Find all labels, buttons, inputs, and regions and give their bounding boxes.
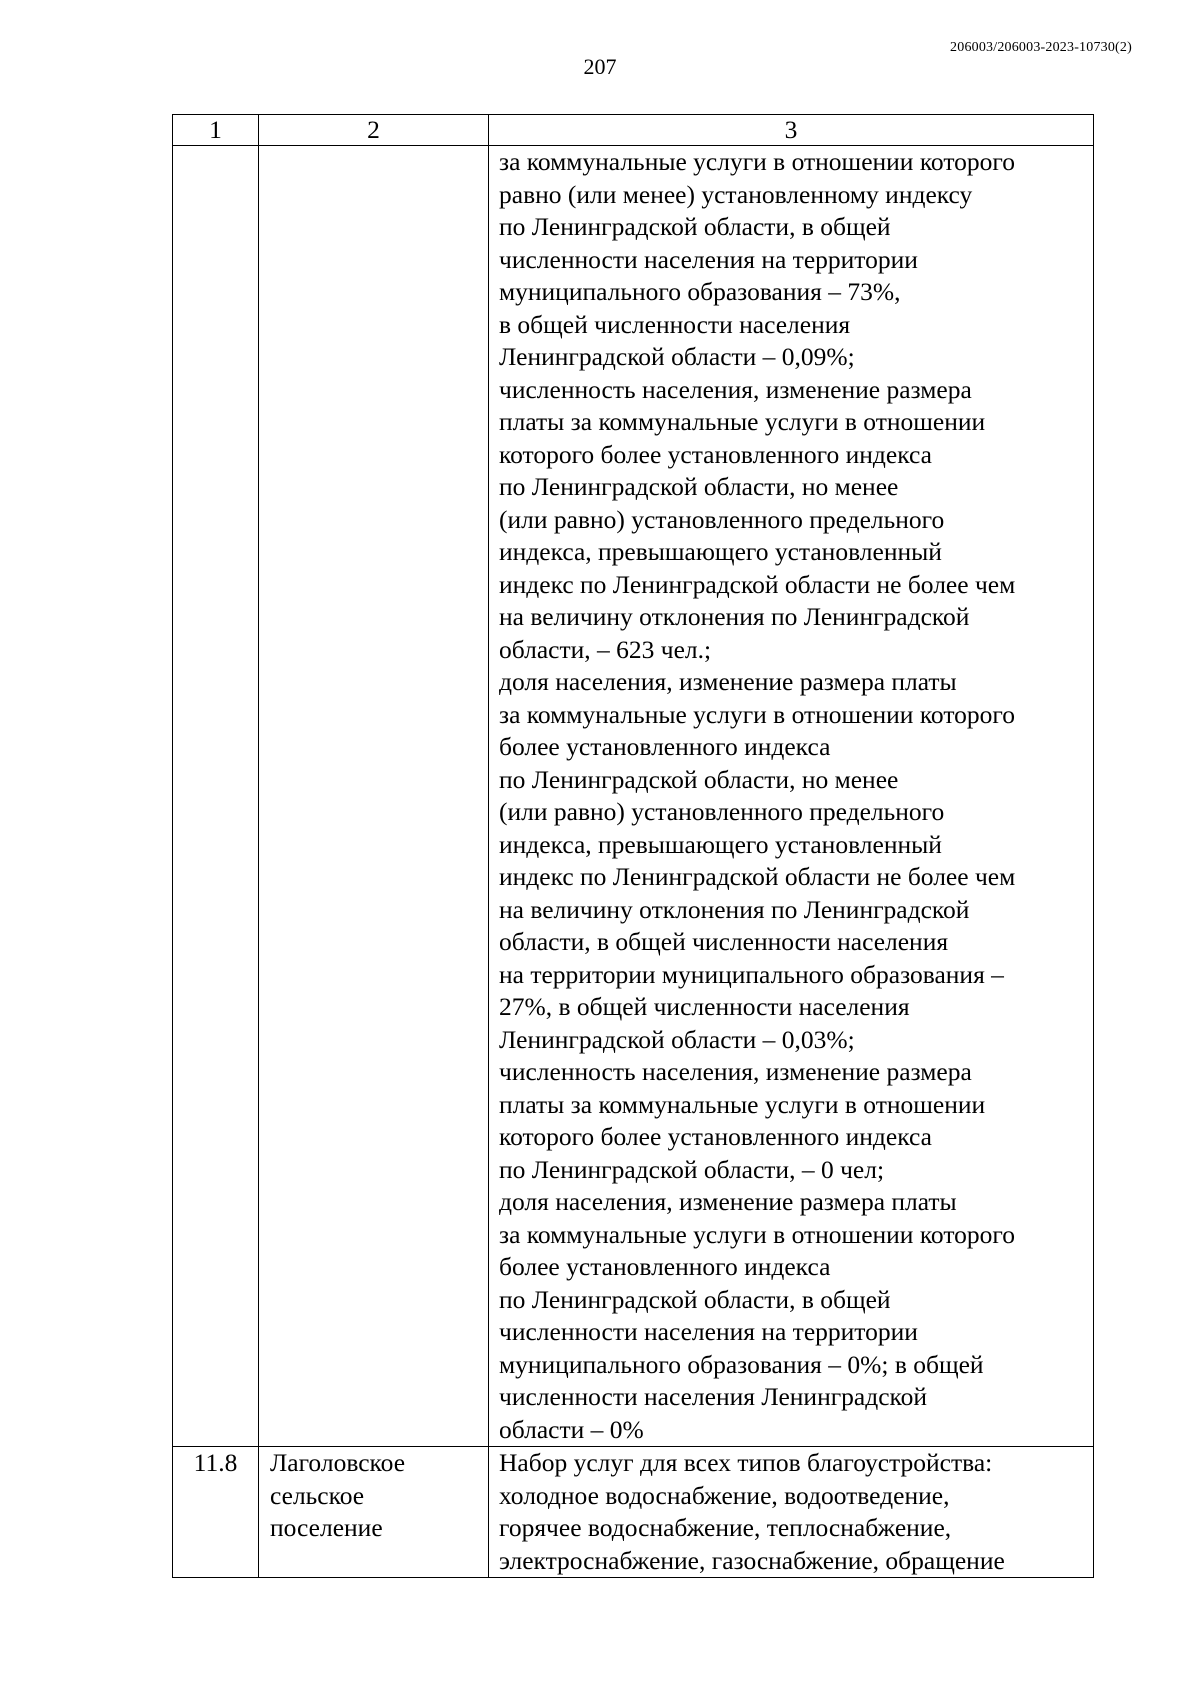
text-line: 27%, в общей численности населения [499, 992, 910, 1021]
text-line: по Ленинградской области, но менее [499, 764, 899, 794]
text-line: по Ленинградской области, в общей [499, 1284, 891, 1314]
cell-municipality [259, 1447, 489, 1578]
data-table [172, 114, 1094, 1578]
cell-number-empty [173, 146, 259, 1447]
cell-number: 11.8 [173, 1447, 259, 1578]
text-line: в общей численности населения [499, 309, 851, 339]
text-line: на величину отклонения по Ленинградской [499, 602, 970, 631]
text-line: равно (или менее) установленному индексу [499, 179, 973, 209]
text-line: которого более установленного индекса [499, 439, 932, 469]
table-header-row [173, 115, 1094, 146]
text-line: Ленинградской области – 0,03%; [499, 1024, 855, 1054]
text-line: индекс по Ленинградской области не более чем [499, 862, 1016, 891]
text-line: области, в общей численности населения [499, 927, 949, 956]
text-line: поселение [270, 1513, 383, 1542]
cell-description-continuation [489, 146, 1094, 1447]
text-line: по Ленинградской области, в общей [499, 212, 891, 241]
text-line: платы за коммунальные услуги в отношении [499, 1089, 986, 1119]
text-line: индекс по Ленинградской области не более чем [499, 569, 1016, 599]
text-line: холодное водоснабжение, водоотведение, [499, 1480, 950, 1510]
column-header-1: 1 [173, 115, 259, 146]
text-line: численность населения, изменение размера [499, 374, 972, 404]
text-line: за коммунальные услуги в отношении которого [499, 699, 1015, 729]
text-line: области – 0% [499, 1414, 644, 1444]
text-line: за коммунальные услуги в отношении которого [499, 147, 1015, 176]
text-line: которого более установленного индекса [499, 1122, 932, 1151]
text-line: за коммунальные услуги в отношении которого [499, 1219, 1015, 1249]
text-line: численности населения на территории [499, 244, 918, 274]
text-line: на территории муниципального образования – [499, 959, 1004, 989]
text-line: Лаголовское [270, 1448, 406, 1477]
text-line: сельское [270, 1480, 365, 1510]
text-line: муниципального образования – 73%, [499, 277, 901, 306]
text-line: муниципального образования – 0%; в общей [499, 1349, 984, 1379]
text-line: электроснабжение, газоснабжение, обращение [499, 1545, 1005, 1575]
text-line: (или равно) установленного предельного [499, 504, 945, 534]
text-line: области, – 623 чел.; [499, 634, 712, 664]
text-line: (или равно) установленного предельного [499, 797, 945, 826]
text-line: по Ленинградской области, – 0 чел; [499, 1154, 885, 1184]
text-line: численности населения Ленинградской [499, 1382, 928, 1411]
table-row-continuation [173, 146, 1094, 1447]
text-line: доля населения, изменение размера платы [499, 667, 957, 696]
cell-description [489, 1447, 1094, 1578]
text-line: численности населения на территории [499, 1317, 918, 1346]
table-row-11-8 [173, 1447, 1094, 1578]
text-line: на величину отклонения по Ленинградской [499, 894, 970, 924]
column-header-2: 2 [259, 115, 489, 146]
text-line: платы за коммунальные услуги в отношении [499, 407, 986, 436]
text-line: Набор услуг для всех типов благоустройства: [499, 1448, 993, 1477]
document-id: 206003/206003-2023-10730(2) [950, 40, 1132, 55]
text-line: индекса, превышающего установленный [499, 537, 942, 566]
cell-municipality-empty [259, 146, 489, 1447]
text-line: по Ленинградской области, но менее [499, 472, 899, 501]
text-line: более установленного индекса [499, 732, 831, 761]
text-line: более установленного индекса [499, 1252, 831, 1281]
text-line: Ленинградской области – 0,09%; [499, 342, 855, 371]
page-number: 207 [583, 54, 617, 79]
text-line: индекса, превышающего установленный [499, 829, 942, 859]
text-line: горячее водоснабжение, теплоснабжение, [499, 1513, 952, 1542]
column-header-3: 3 [489, 115, 1094, 146]
text-line: доля населения, изменение размера платы [499, 1187, 957, 1216]
text-line: численность населения, изменение размера [499, 1057, 972, 1086]
